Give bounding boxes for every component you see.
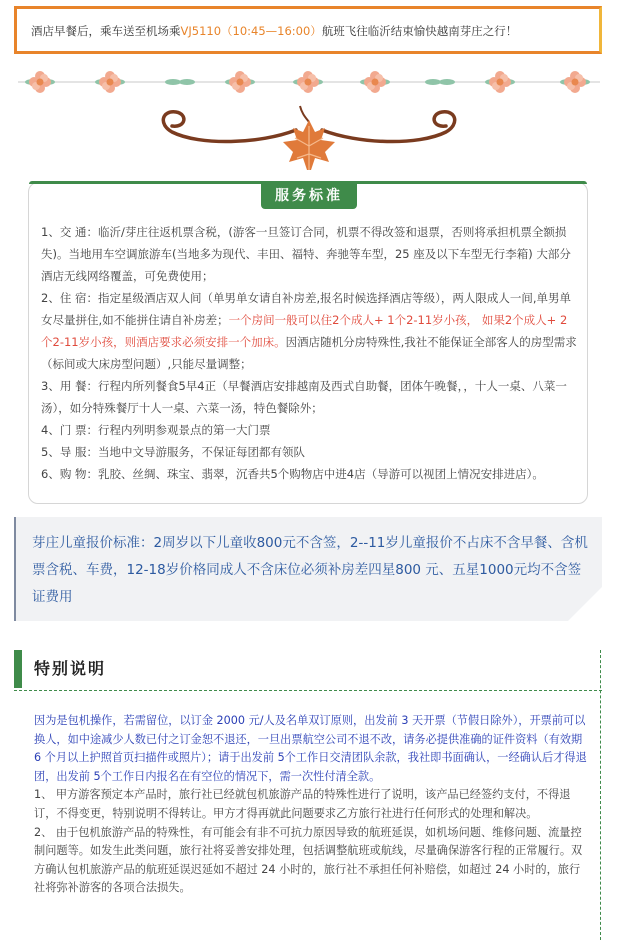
- maple-leaf-icon: [283, 120, 335, 170]
- flight-number: VJ5110（10:45—16:00）: [180, 24, 322, 38]
- service-standards-title: 服务标准: [261, 183, 357, 209]
- service-item-tickets: 4、门 票：行程内列明参观景点的第一大门票: [41, 423, 271, 437]
- service-item-shopping: 6、购 物：乳胶、丝绸、珠宝、翡翠，沉香共5个购物店中进4店（导游可以视团上情况安排进店）。: [41, 467, 544, 481]
- service-item-traffic: 1、交 通：临沂/芽庄往返机票含税，(游客一旦签订合同，机票不得改签和退票，否则将承担机票全额损失)。当地用车空调旅游车(当地多为现代、丰田、福特、奔驰等车型，25 座及以下车型无行李箱) 大部分酒店无线网络覆盖，可免费使用；: [41, 225, 571, 283]
- itinerary-notice-text: [31, 23, 517, 39]
- special-notes-title: 特别说明: [34, 659, 107, 678]
- special-note-item-1: 1、 甲方游客预定本产品时，旅行社已经就包机旅游产品的特殊性进行了说明，该产品已经签约支付，不得退订，不得变更，特别说明不得转让。甲方才得再就此问题要求乙方旅行社进行任何形式的处理和解决。: [34, 788, 571, 820]
- stay-text-highlight: 一个房间一般可以住2个成人+ 1个2-11岁小孩， 如果2个成人+ 2个2-11岁小孩，则酒店要求必须安排一个加床。: [41, 313, 568, 349]
- special-notes-body: [34, 712, 590, 898]
- notice-text-pre: 酒店早餐后，乘车送至机场乘: [31, 24, 181, 38]
- service-item-meals: 3、用 餐：行程内所列餐食5早4正（早餐酒店安排越南及西式自助餐，团体午晚餐，，十人一桌、八菜一汤），如分特殊餐厅十人一桌、六菜一汤，特色餐除外；: [41, 379, 567, 415]
- service-item-stay: [41, 287, 577, 375]
- service-item-guide: 5、导 服：当地中文导游服务，不保证每团都有领队: [41, 445, 305, 459]
- special-note-item-2: 2、 由于包机旅游产品的特殊性，有可能会有非不可抗力原因导致的航班延误，如机场问题、维修问题、流量控制问题等。如发生此类问题，旅行社将妥善安排处理，包括调整航班或航线，尽量确保游客行程的正常履行。双方确认包机旅游产品的航班延误迟延如不超过 24 小时的，旅行社不承担任何补赔偿，如超过 24 小时的，旅行社将弥补游客的各项合法损失。: [34, 825, 583, 895]
- flower-row: [25, 71, 590, 93]
- section-divider: [14, 690, 602, 691]
- service-standards-body: [41, 221, 577, 485]
- service-standards-panel: [28, 182, 588, 504]
- stay-text-pre: 2、住 宿：指定星级酒店双人间（单男单女请自补房差,报名时候选择酒店等级），两人限成人一间,单男单女尽量拼住,如不能拼住请自补房差；: [41, 291, 572, 327]
- child-price-box: [14, 517, 602, 621]
- notice-text-post: 航班飞往临沂结束愉快越南芽庄之行！: [321, 24, 518, 38]
- special-notes-header: [14, 650, 602, 690]
- child-price-text: 芽庄儿童报价标准：2周岁以下儿童收800元不含签，2--11岁儿童报价不占床不含早餐、含机票含税、车费，12-18岁价格同成人不含床位必须补房差四星800 元、五星1000元均不含签证费用: [32, 535, 588, 605]
- stay-text-post: 因酒店随机分房特殊性,我社不能保证全部客人的房型需求（标间或大床房型问题）,只能尽量调整；: [41, 335, 577, 371]
- floral-garland-decoration: [0, 66, 619, 176]
- special-note-intro: 因为是包机操作，若需留位，以订金 2000 元/人及名单双订原则，出发前 3 天开票（节假日除外），开票前可以换人，如中途减少人数已付之订金恕不退还，一旦出票航空公司不退不改，请务必提供准确的证件资料（有效期 6 个月以上护照首页扫描件或照片）；请于出发前 5个工作日交清团队余款，我社即书面确认，一经确认后才得退团，出发前 5个工作日内报名在有空位的情况下，需一次性付清全款。: [34, 714, 587, 783]
- section-right-border: [600, 650, 601, 940]
- folded-corner: [568, 587, 602, 621]
- section-accent-bar: [14, 650, 22, 688]
- itinerary-notice: [14, 6, 602, 54]
